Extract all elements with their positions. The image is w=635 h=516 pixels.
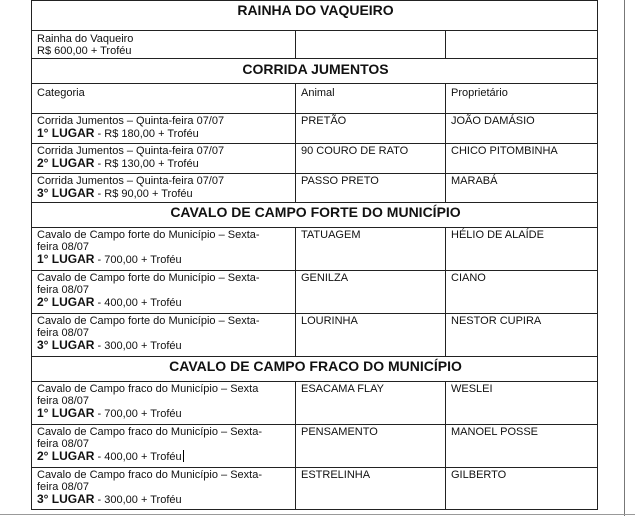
place-label: 3° LUGAR: [37, 338, 95, 352]
category-desc: Cavalo de Campo forte do Município – Sexta-: [37, 315, 260, 327]
table-row: [32, 468, 598, 510]
owner-cell: GILBERTO: [446, 468, 598, 510]
animal-cell: ESACAMA FLAY: [296, 382, 446, 425]
category-desc: Corrida Jumentos – Quinta-feira 07/07: [37, 145, 225, 157]
table-row: [32, 174, 598, 203]
section-title-row: [32, 1, 598, 31]
rainha-cell: [32, 31, 296, 59]
category-cell: [32, 144, 296, 174]
table-row: [32, 114, 598, 144]
category-date: feira 08/07: [37, 438, 89, 450]
empty-cell: [296, 31, 446, 59]
animal-cell: GENILZA: [296, 271, 446, 314]
header-animal: Animal: [296, 84, 446, 114]
category-cell: [32, 271, 296, 314]
category-cell: [32, 174, 296, 203]
category-desc: Cavalo de Campo forte do Município – Sexta-: [37, 272, 260, 284]
table-row: [32, 314, 598, 357]
category-date: feira 08/07: [37, 395, 89, 407]
category-cell: [32, 114, 296, 144]
owner-cell: WESLEI: [446, 382, 598, 425]
section-title-jumentos: CORRIDA JUMENTOS: [32, 59, 598, 84]
empty-cell: [446, 31, 598, 59]
category-date: feira 08/07: [37, 481, 89, 493]
place-label: 2° LUGAR: [37, 295, 95, 309]
place-label: 1° LUGAR: [37, 126, 95, 140]
table-row: [32, 425, 598, 468]
animal-cell: ESTRELINHA: [296, 468, 446, 510]
owner-cell: CHICO PITOMBINHA: [446, 144, 598, 174]
rainha-prize: R$ 600,00 + Troféu: [37, 45, 132, 57]
owner-cell: HÉLIO DE ALAÍDE: [446, 228, 598, 271]
category-desc: Cavalo de Campo fraco do Município – Sexta: [37, 383, 259, 395]
place-label: 3° LUGAR: [37, 186, 95, 200]
prize-text: - R$ 90,00 + Troféu: [94, 188, 193, 200]
owner-cell: CIANO: [446, 271, 598, 314]
column-header-row: [32, 84, 598, 114]
category-desc: Corrida Jumentos – Quinta-feira 07/07: [37, 115, 225, 127]
animal-cell: PASSO PRETO: [296, 174, 446, 203]
section-title-rainha: RAINHA DO VAQUEIRO: [32, 1, 598, 31]
category-date: feira 08/07: [37, 327, 89, 339]
category-desc: Cavalo de Campo forte do Município – Sexta-: [37, 229, 260, 241]
prize-text: - 700,00 + Troféu: [94, 254, 182, 266]
table-row: [32, 144, 598, 174]
animal-cell: PENSAMENTO: [296, 425, 446, 468]
prize-text: - 400,00 + Troféu: [94, 297, 182, 309]
animal-cell: LOURINHA: [296, 314, 446, 357]
owner-cell: MARABÁ: [446, 174, 598, 203]
category-desc: Cavalo de Campo fraco do Município – Sexta-: [37, 469, 263, 481]
owner-cell: NESTOR CUPIRA: [446, 314, 598, 357]
animal-cell: 90 COURO DE RATO: [296, 144, 446, 174]
prize-text: - R$ 180,00 + Troféu: [94, 128, 199, 140]
place-label: 1° LUGAR: [37, 406, 95, 420]
category-cell: [32, 382, 296, 425]
table-row: [32, 271, 598, 314]
text-cursor: [183, 450, 184, 462]
rainha-name: Rainha do Vaqueiro: [37, 33, 134, 45]
prize-text: - 400,00 + Troféu: [94, 451, 182, 463]
place-label: 2° LUGAR: [37, 156, 95, 170]
section-title-row: [32, 203, 598, 228]
place-label: 3° LUGAR: [37, 492, 95, 506]
header-owner: Proprietário: [446, 84, 598, 114]
place-label: 1° LUGAR: [37, 252, 95, 266]
category-date: feira 08/07: [37, 284, 89, 296]
category-cell: [32, 228, 296, 271]
animal-cell: PRETÃO: [296, 114, 446, 144]
owner-cell: MANOEL POSSE: [446, 425, 598, 468]
section-title-row: [32, 357, 598, 382]
category-desc: Corrida Jumentos – Quinta-feira 07/07: [37, 175, 225, 187]
category-cell: [32, 425, 296, 468]
page-edge-line: [624, 0, 625, 516]
table-row: [32, 228, 598, 271]
table-row: [32, 31, 598, 59]
header-category: Categoria: [32, 84, 296, 114]
category-cell: [32, 468, 296, 510]
category-cell: [32, 314, 296, 357]
prize-text: - 300,00 + Troféu: [94, 494, 182, 506]
page-bottom-line: [0, 514, 635, 515]
table-row: [32, 382, 598, 425]
results-table: [31, 0, 598, 510]
animal-cell: TATUAGEM: [296, 228, 446, 271]
category-date: feira 08/07: [37, 241, 89, 253]
owner-cell: JOÃO DAMÁSIO: [446, 114, 598, 144]
place-label: 2° LUGAR: [37, 449, 95, 463]
prize-text: - 700,00 + Troféu: [94, 408, 182, 420]
section-title-forte: CAVALO DE CAMPO FORTE DO MUNICÍPIO: [32, 203, 598, 228]
prize-text: - R$ 130,00 + Troféu: [94, 158, 199, 170]
prize-text: - 300,00 + Troféu: [94, 340, 182, 352]
section-title-row: [32, 59, 598, 84]
section-title-fraco: CAVALO DE CAMPO FRACO DO MUNICÍPIO: [32, 357, 598, 382]
category-desc: Cavalo de Campo fraco do Município – Sexta-: [37, 426, 263, 438]
